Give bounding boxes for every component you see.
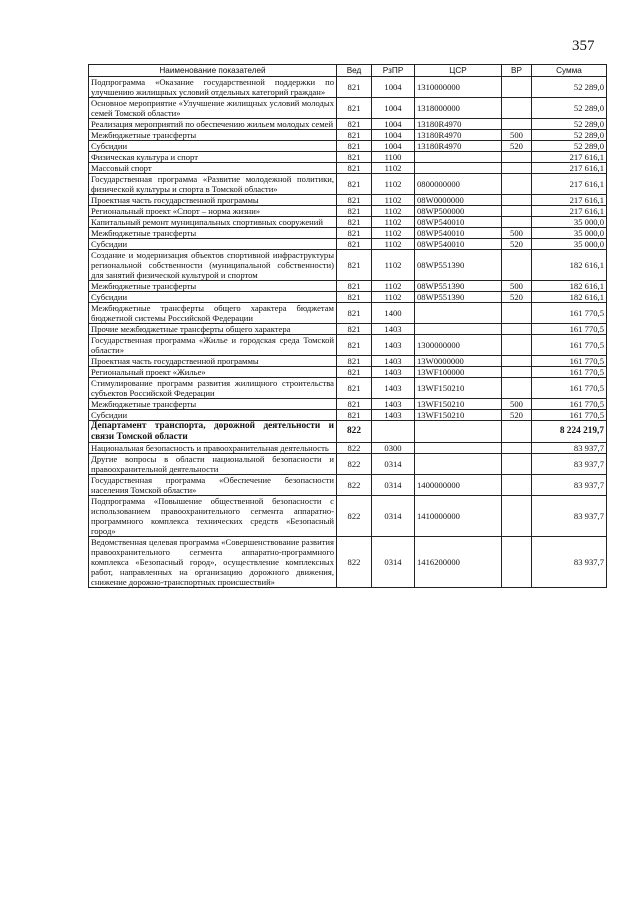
table-row [89, 443, 607, 454]
table-row [89, 174, 607, 195]
cell-sum: 217 616,1 [532, 163, 607, 174]
cell-rzpr: 1102 [372, 163, 415, 174]
cell-sum: 161 770,5 [532, 410, 607, 421]
cell-sum: 35 000,0 [532, 228, 607, 239]
cell-rzpr: 1004 [372, 119, 415, 130]
cell-name: Государственная программа «Обеспечение безопасности населения Томской области» [89, 475, 337, 496]
cell-ved: 821 [337, 281, 372, 292]
cell-vr [502, 152, 532, 163]
cell-ved: 822 [337, 537, 372, 588]
cell-vr: 500 [502, 281, 532, 292]
table-row [89, 324, 607, 335]
cell-ved: 821 [337, 130, 372, 141]
cell-name: Региональный проект «Жилье» [89, 367, 337, 378]
table-row [89, 421, 607, 443]
table-row [89, 119, 607, 130]
cell-vr [502, 378, 532, 399]
cell-vr: 520 [502, 141, 532, 152]
cell-csr: 13180R4970 [415, 130, 502, 141]
cell-name: Субсидии [89, 141, 337, 152]
cell-name: Капитальный ремонт муниципальных спортивных сооружений [89, 217, 337, 228]
cell-vr [502, 537, 532, 588]
cell-csr: 08WP540010 [415, 239, 502, 250]
table-row [89, 410, 607, 421]
table-row [89, 454, 607, 475]
table-row [89, 335, 607, 356]
header-name: Наименование показателей [89, 65, 337, 77]
cell-rzpr: 1403 [372, 378, 415, 399]
cell-rzpr: 1102 [372, 239, 415, 250]
cell-sum: 161 770,5 [532, 367, 607, 378]
cell-csr: 13WF150210 [415, 410, 502, 421]
cell-ved: 822 [337, 475, 372, 496]
table-row [89, 130, 607, 141]
cell-sum: 35 000,0 [532, 239, 607, 250]
table-header-row [89, 65, 607, 77]
cell-vr [502, 475, 532, 496]
cell-rzpr: 0314 [372, 454, 415, 475]
cell-vr: 520 [502, 410, 532, 421]
cell-name: Межбюджетные трансферты [89, 130, 337, 141]
cell-rzpr: 1403 [372, 367, 415, 378]
cell-vr: 500 [502, 228, 532, 239]
cell-sum: 83 937,7 [532, 496, 607, 537]
table-row [89, 195, 607, 206]
cell-sum: 52 289,0 [532, 119, 607, 130]
cell-name: Подпрограмма «Оказание государственной поддержки по улучшению жилищных условий отдельных категорий граждан» [89, 77, 337, 98]
cell-name: Национальная безопасность и правоохранительная деятельность [89, 443, 337, 454]
header-rzpr: РзПР [372, 65, 415, 77]
table-body [89, 77, 607, 588]
cell-vr [502, 324, 532, 335]
table-row [89, 163, 607, 174]
cell-csr: 1318000000 [415, 98, 502, 119]
cell-rzpr: 1100 [372, 152, 415, 163]
table-row [89, 367, 607, 378]
cell-csr: 13WF150210 [415, 378, 502, 399]
cell-ved: 822 [337, 496, 372, 537]
table-row [89, 141, 607, 152]
cell-rzpr: 1400 [372, 303, 415, 324]
cell-sum: 217 616,1 [532, 195, 607, 206]
table-row [89, 378, 607, 399]
cell-csr: 1400000000 [415, 475, 502, 496]
cell-csr: 08WP551390 [415, 250, 502, 281]
cell-ved: 821 [337, 119, 372, 130]
cell-rzpr: 1102 [372, 292, 415, 303]
cell-vr [502, 98, 532, 119]
cell-rzpr: 1102 [372, 281, 415, 292]
cell-sum: 52 289,0 [532, 130, 607, 141]
cell-ved: 821 [337, 410, 372, 421]
cell-vr [502, 163, 532, 174]
cell-ved: 821 [337, 195, 372, 206]
header-sum: Сумма [532, 65, 607, 77]
cell-sum: 8 224 219,7 [532, 421, 607, 443]
cell-csr: 08WP540010 [415, 217, 502, 228]
cell-vr [502, 356, 532, 367]
cell-name: Основное мероприятие «Улучшение жилищных условий молодых семей Томской области» [89, 98, 337, 119]
cell-csr: 1310000000 [415, 77, 502, 98]
cell-sum: 52 289,0 [532, 98, 607, 119]
cell-ved: 821 [337, 250, 372, 281]
cell-name: Государственная программа «Жилье и городская среда Томской области» [89, 335, 337, 356]
cell-ved: 822 [337, 454, 372, 475]
page-number: 357 [572, 38, 595, 54]
cell-vr [502, 443, 532, 454]
cell-sum: 161 770,5 [532, 303, 607, 324]
header-vr: ВР [502, 65, 532, 77]
cell-sum: 35 000,0 [532, 217, 607, 228]
cell-rzpr: 1403 [372, 410, 415, 421]
cell-name: Межбюджетные трансферты [89, 399, 337, 410]
cell-vr [502, 250, 532, 281]
cell-rzpr: 1403 [372, 324, 415, 335]
cell-name: Другие вопросы в области национальной безопасности и правоохранительной деятельности [89, 454, 337, 475]
cell-csr: 08WP540010 [415, 228, 502, 239]
table-row [89, 77, 607, 98]
cell-ved: 821 [337, 174, 372, 195]
cell-ved: 821 [337, 356, 372, 367]
cell-ved: 821 [337, 303, 372, 324]
cell-rzpr: 1004 [372, 141, 415, 152]
cell-ved: 821 [337, 98, 372, 119]
cell-vr [502, 174, 532, 195]
table-row [89, 292, 607, 303]
cell-sum: 83 937,7 [532, 454, 607, 475]
cell-rzpr: 1102 [372, 250, 415, 281]
cell-csr: 1410000000 [415, 496, 502, 537]
cell-csr: 13W0000000 [415, 356, 502, 367]
cell-csr: 13WF100000 [415, 367, 502, 378]
table-row [89, 98, 607, 119]
cell-vr [502, 496, 532, 537]
cell-name: Ведомственная целевая программа «Совершенствование развития правоохранительного сегмента аппаратно-программного комплекса «Безопасный город», осуществление комплексных работ, направленных на организацию дорожного движения, снижение дорожно-транспортных происшествий» [89, 537, 337, 588]
cell-ved: 821 [337, 239, 372, 250]
table-row [89, 152, 607, 163]
cell-vr: 520 [502, 292, 532, 303]
cell-ved: 821 [337, 292, 372, 303]
cell-vr [502, 421, 532, 443]
cell-rzpr: 1102 [372, 228, 415, 239]
cell-csr: 08WP551390 [415, 281, 502, 292]
cell-sum: 161 770,5 [532, 399, 607, 410]
cell-rzpr [372, 421, 415, 443]
cell-csr [415, 324, 502, 335]
cell-ved: 822 [337, 421, 372, 443]
cell-rzpr: 1102 [372, 206, 415, 217]
table-row [89, 250, 607, 281]
cell-name: Прочие межбюджетные трансферты общего характера [89, 324, 337, 335]
table-row [89, 217, 607, 228]
cell-sum: 83 937,7 [532, 475, 607, 496]
cell-ved: 821 [337, 228, 372, 239]
table-row [89, 537, 607, 588]
cell-ved: 821 [337, 141, 372, 152]
table-row [89, 228, 607, 239]
cell-name: Субсидии [89, 410, 337, 421]
header-csr: ЦСР [415, 65, 502, 77]
cell-sum: 161 770,5 [532, 356, 607, 367]
cell-sum: 182 616,1 [532, 292, 607, 303]
cell-name: Массовый спорт [89, 163, 337, 174]
cell-csr [415, 421, 502, 443]
cell-rzpr: 1004 [372, 98, 415, 119]
cell-name: Физическая культура и спорт [89, 152, 337, 163]
table-row [89, 475, 607, 496]
cell-csr [415, 303, 502, 324]
cell-name: Проектная часть государственной программы [89, 356, 337, 367]
cell-name: Межбюджетные трансферты [89, 281, 337, 292]
cell-rzpr: 1004 [372, 130, 415, 141]
cell-ved: 821 [337, 206, 372, 217]
cell-sum: 182 616,1 [532, 281, 607, 292]
cell-ved: 821 [337, 324, 372, 335]
cell-ved: 821 [337, 399, 372, 410]
cell-csr [415, 152, 502, 163]
cell-rzpr: 1004 [372, 77, 415, 98]
cell-rzpr: 1102 [372, 195, 415, 206]
cell-rzpr: 0314 [372, 496, 415, 537]
cell-vr [502, 454, 532, 475]
cell-name: Межбюджетные трансферты общего характера бюджетам бюджетной системы Российской Федерации [89, 303, 337, 324]
cell-name: Подпрограмма «Повышение общественной безопасности с использованием правоохранительного сегмента аппаратно-программного комплекса технических средств «Безопасный город» [89, 496, 337, 537]
table-row [89, 206, 607, 217]
table-row [89, 356, 607, 367]
cell-ved: 821 [337, 152, 372, 163]
cell-name: Департамент транспорта, дорожной деятельности и связи Томской области [89, 421, 337, 443]
cell-ved: 821 [337, 335, 372, 356]
table-row [89, 239, 607, 250]
cell-ved: 821 [337, 378, 372, 399]
cell-vr: 500 [502, 130, 532, 141]
cell-rzpr: 1403 [372, 356, 415, 367]
cell-name: Региональный проект «Спорт – норма жизни» [89, 206, 337, 217]
cell-sum: 217 616,1 [532, 206, 607, 217]
cell-name: Межбюджетные трансферты [89, 228, 337, 239]
cell-ved: 821 [337, 217, 372, 228]
cell-sum: 161 770,5 [532, 324, 607, 335]
cell-csr: 08W0000000 [415, 195, 502, 206]
cell-csr: 13180R4970 [415, 119, 502, 130]
cell-vr [502, 77, 532, 98]
cell-name: Субсидии [89, 292, 337, 303]
budget-table [88, 64, 607, 588]
cell-name: Государственная программа «Развитие молодежной политики, физической культуры и спорта в Томской области» [89, 174, 337, 195]
cell-vr [502, 367, 532, 378]
cell-vr [502, 195, 532, 206]
cell-name: Субсидии [89, 239, 337, 250]
table-row [89, 281, 607, 292]
cell-csr: 13WF150210 [415, 399, 502, 410]
cell-csr: 13180R4970 [415, 141, 502, 152]
cell-vr: 500 [502, 399, 532, 410]
cell-sum: 83 937,7 [532, 443, 607, 454]
cell-sum: 182 616,1 [532, 250, 607, 281]
cell-sum: 52 289,0 [532, 141, 607, 152]
cell-csr: 1416200000 [415, 537, 502, 588]
header-ved: Вед [337, 65, 372, 77]
cell-csr: 08WP551390 [415, 292, 502, 303]
cell-csr [415, 454, 502, 475]
table-row [89, 399, 607, 410]
cell-vr [502, 206, 532, 217]
cell-sum: 217 616,1 [532, 152, 607, 163]
cell-name: Создание и модернизация объектов спортивной инфраструктуры региональной собственности (муниципальной собственности) для занятий физической культурой и спортом [89, 250, 337, 281]
cell-ved: 821 [337, 77, 372, 98]
cell-sum: 161 770,5 [532, 335, 607, 356]
cell-rzpr: 1102 [372, 174, 415, 195]
cell-csr [415, 443, 502, 454]
cell-sum: 217 616,1 [532, 174, 607, 195]
cell-vr [502, 303, 532, 324]
cell-sum: 161 770,5 [532, 378, 607, 399]
cell-vr: 520 [502, 239, 532, 250]
cell-ved: 821 [337, 163, 372, 174]
cell-vr [502, 335, 532, 356]
cell-csr: 0800000000 [415, 174, 502, 195]
cell-rzpr: 0300 [372, 443, 415, 454]
cell-ved: 822 [337, 443, 372, 454]
cell-sum: 52 289,0 [532, 77, 607, 98]
cell-vr [502, 217, 532, 228]
table-row [89, 303, 607, 324]
cell-name: Стимулирование программ развития жилищного строительства субъектов Российской Федерации [89, 378, 337, 399]
cell-ved: 821 [337, 367, 372, 378]
cell-rzpr: 1102 [372, 217, 415, 228]
cell-rzpr: 1403 [372, 335, 415, 356]
cell-csr: 1300000000 [415, 335, 502, 356]
cell-rzpr: 0314 [372, 537, 415, 588]
cell-csr: 08WP500000 [415, 206, 502, 217]
cell-rzpr: 0314 [372, 475, 415, 496]
cell-rzpr: 1403 [372, 399, 415, 410]
cell-name: Реализация мероприятий по обеспечению жильем молодых семей [89, 119, 337, 130]
cell-csr [415, 163, 502, 174]
cell-name: Проектная часть государственной программы [89, 195, 337, 206]
cell-sum: 83 937,7 [532, 537, 607, 588]
table-row [89, 496, 607, 537]
cell-vr [502, 119, 532, 130]
